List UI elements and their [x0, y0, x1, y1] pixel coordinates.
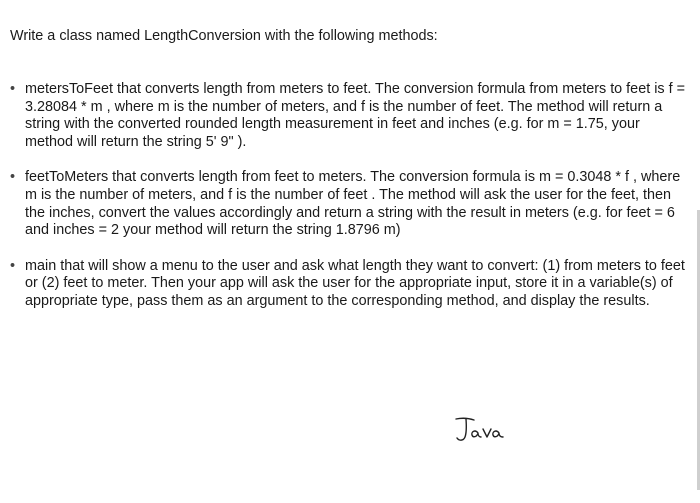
- list-item-meters-to-feet: [0, 81, 690, 151]
- list-item-main: [0, 258, 690, 311]
- handwritten-java-note: [452, 414, 514, 448]
- intro-text: Write a class named LengthConversion with the following methods:: [10, 28, 438, 44]
- list-item-text: metersToFeet that converts length from meters to feet. The conversion formula from meters to feet is f = 3.28084 * m , where m is the number of meters, and f is the number of feet. The method will return a string with the converted rounded length measurement in feet and inches (e.g. for m = 1.75, your method will return the string 5' 9" ).: [25, 81, 685, 150]
- bullet-icon: •: [10, 169, 16, 186]
- bullet-icon: •: [10, 81, 16, 97]
- bullet-icon: •: [10, 257, 16, 274]
- list-item-text: main that will show a menu to the user and ask what length they want to convert: (1) from meters to feet or (2) feet to meter. Then your app will ask the user for the appropriate input, store it in a variable(s) of appropriate type, pass them as an argument to the corresponding method, and display the results.: [25, 257, 685, 309]
- list-item-text: feetToMeters that converts length from feet to meters. The conversion formula is m = 0.3048 * f , where m is the number of meters, and f is the number of feet . The method will ask the user for the feet, then the inches, convert the values accordingly and return a string with the result in meters (e.g. for feet = 6 and inches = 2 your method will return the string 1.8796 m): [25, 169, 681, 239]
- method-list: [0, 81, 690, 329]
- list-item-feet-to-meters: [0, 169, 690, 239]
